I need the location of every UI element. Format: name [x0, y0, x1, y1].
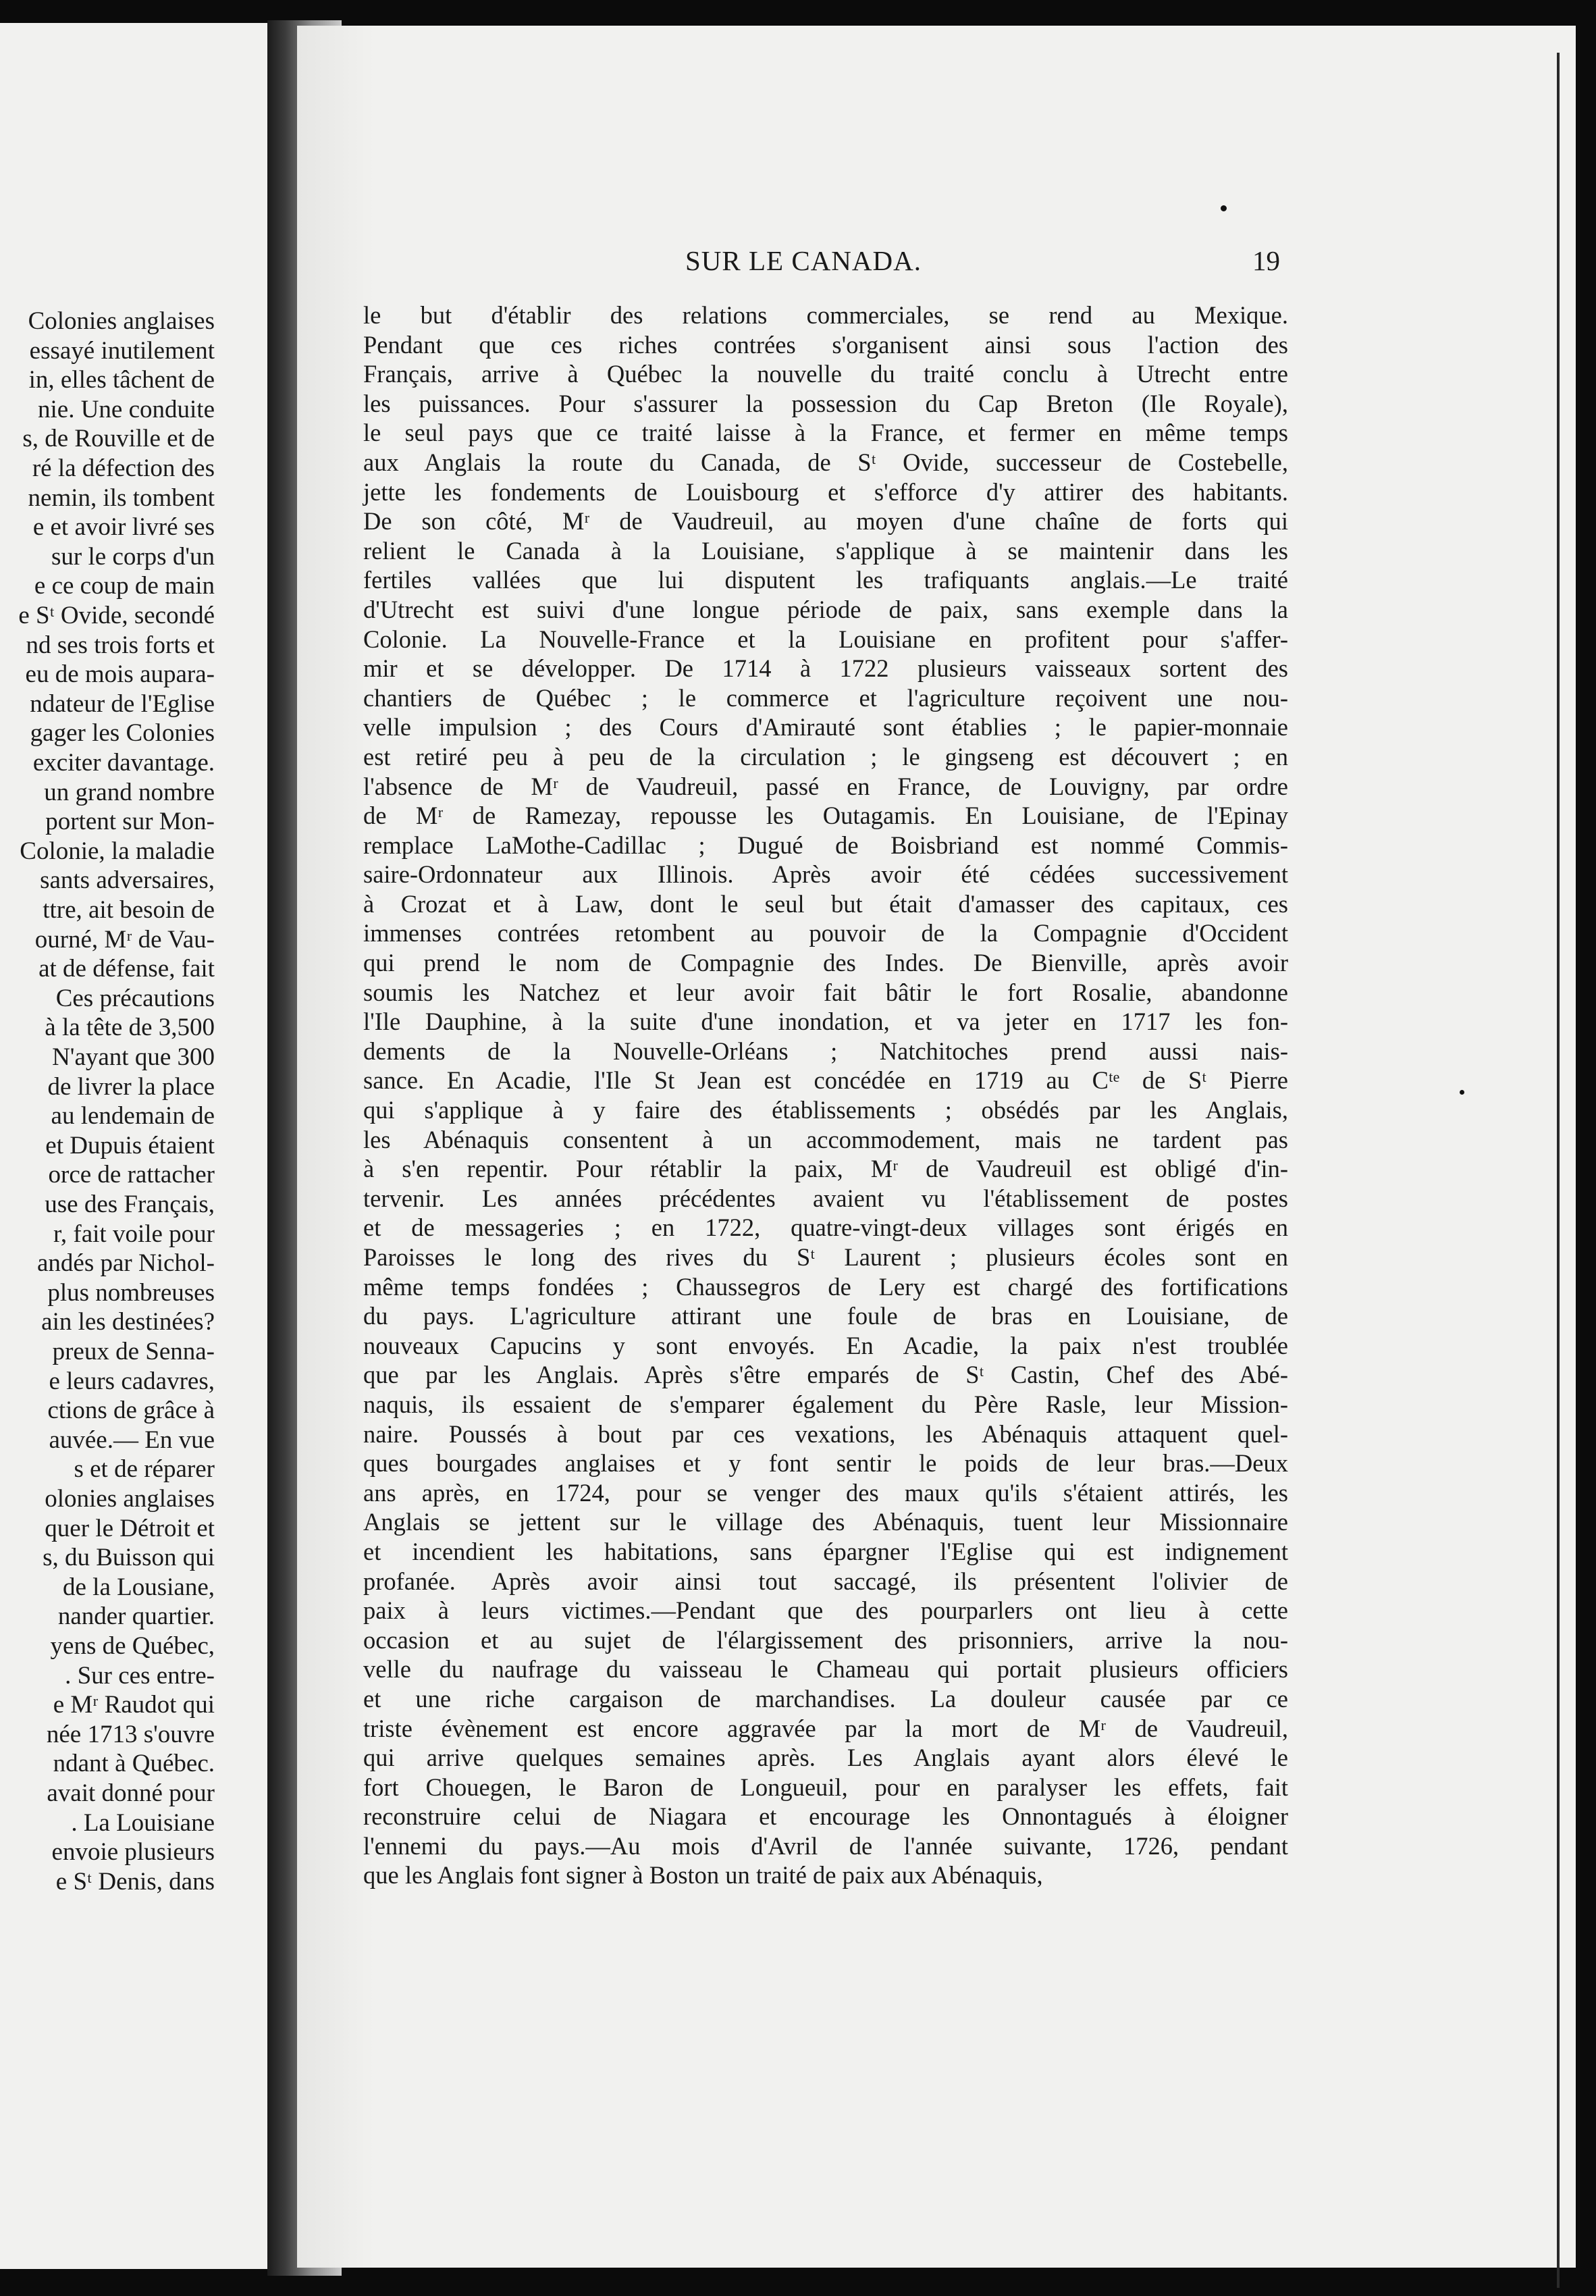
left-page-line: essayé inutilement: [29, 336, 215, 365]
left-page-line: à la tête de 3,500: [45, 1014, 215, 1042]
ink-speck: [1221, 205, 1227, 211]
left-page-line: in, elles tâchent de: [28, 366, 215, 394]
left-page-line: nemin, ils tombent: [28, 484, 215, 512]
left-page-line: at de défense, fait: [38, 955, 215, 983]
body-line: paix à leurs victimes.—Pendant que des pourparlers ont lieu à cette: [363, 1596, 1288, 1625]
left-page-line: Ces précautions: [55, 984, 215, 1012]
left-page-line: portent sur Mon-: [45, 808, 215, 836]
left-page: [0, 23, 296, 2269]
left-page-line: ain les destinées?: [41, 1308, 215, 1336]
body-line: occasion et au sujet de l'élargissement des prisonniers, arrive la nou-: [363, 1625, 1288, 1654]
left-page-line: quer le Détroit et: [45, 1514, 215, 1542]
left-page-line: Colonie, la maladie: [20, 837, 215, 865]
left-page-line: de la Lousiane,: [63, 1573, 215, 1601]
body-line: le seul pays que ce traité laisse à la France, et fermer en même temps: [363, 419, 1288, 447]
body-line: et une riche cargaison de marchandises. La douleur causée par ce: [363, 1684, 1288, 1713]
left-page-line: s, du Buisson qui: [43, 1544, 215, 1572]
left-page-line: de livrer la place: [47, 1072, 215, 1101]
body-line: immenses contrées retombent au pouvoir de la Compagnie d'Occident: [363, 919, 1288, 947]
body-line: Pendant que ces riches contrées s'organisent ainsi sous l'action des: [363, 330, 1288, 359]
left-page-line: née 1713 s'ouvre: [46, 1720, 215, 1748]
left-page-line: ndateur de l'Eglise: [30, 689, 215, 718]
left-page-line: e Sᵗ Denis, dans: [55, 1867, 215, 1896]
body-line: fort Chouegen, le Baron de Longueuil, pour en paralyser les effets, fait: [363, 1773, 1288, 1801]
left-page-text: [0, 307, 215, 1927]
left-page-line: Colonies anglaises: [28, 307, 215, 335]
body-line: que par les Anglais. Après s'être emparés de Sᵗ Castin, Chef des Abé-: [363, 1361, 1288, 1389]
body-line: remplace LaMothe-Cadillac ; Dugué de Boisbriand est nommé Commis-: [363, 831, 1288, 859]
left-page-line: e Mʳ Raudot qui: [53, 1691, 215, 1719]
body-line: chantiers de Québec ; le commerce et l'agriculture reçoivent une nou-: [363, 683, 1288, 712]
left-page-line: un grand nombre: [44, 778, 215, 806]
left-page-line: e Sᵗ Ovide, secondé: [18, 602, 215, 629]
body-line: qui arrive quelques semaines après. Les Anglais ayant alors élevé le: [363, 1744, 1288, 1772]
body-line: relient le Canada à la Louisiane, s'applique à se maintenir dans les: [363, 536, 1288, 565]
body-line: ans après, en 1724, pour se venger des maux qu'ils s'étaient attirés, les: [363, 1478, 1288, 1507]
body-line: soumis les Natchez et leur avoir fait bâtir le fort Rosalie, abandonne: [363, 978, 1288, 1006]
body-line: d'Utrecht est suivi d'une longue période de paix, sans exemple dans la: [363, 595, 1288, 623]
left-page-line: et Dupuis étaient: [45, 1131, 215, 1159]
body-line: dements de la Nouvelle-Orléans ; Natchitoches prend aussi nais-: [363, 1037, 1288, 1065]
left-page-line: plus nombreuses: [47, 1278, 215, 1307]
body-line: de Mʳ de Ramezay, repousse les Outagamis. En Louisiane, de l'Epinay: [363, 802, 1288, 830]
body-line: à s'en repentir. Pour rétablir la paix, Mʳ de Vaudreuil est obligé d'in-: [363, 1155, 1288, 1183]
left-page-line: yens de Québec,: [50, 1632, 215, 1660]
left-page-line: ré la défection des: [32, 454, 215, 482]
page-number: 19: [1252, 245, 1280, 276]
left-page-line: sants adversaires,: [40, 866, 215, 895]
body-line: l'ennemi du pays.—Au mois d'Avril de l'année suivante, 1726, pendant: [363, 1831, 1288, 1860]
body-line: tervenir. Les années précédentes avaient vu l'établissement de postes: [363, 1184, 1288, 1212]
left-page-line: nander quartier.: [57, 1602, 215, 1631]
left-page-line: e leurs cadavres,: [49, 1367, 215, 1395]
ink-speck: [1460, 1090, 1464, 1095]
left-page-line: ttre, ait besoin de: [43, 896, 215, 924]
body-line: Paroisses le long des rives du Sᵗ Laurent ; plusieurs écoles sont en: [363, 1243, 1288, 1271]
body-line: Français, arrive à Québec la nouvelle du traité conclu à Utrecht entre: [363, 360, 1288, 388]
body-line: ques bourgades anglaises et y font sentir le poids de leur bras.—Deux: [363, 1449, 1288, 1478]
body-line: les Abénaquis consentent à un accommodement, mais ne tardent pas: [363, 1125, 1288, 1153]
left-page-line: nie. Une conduite: [38, 395, 215, 423]
body-line: Anglais se jettent sur le village des Abénaquis, tuent leur Missionnaire: [363, 1508, 1288, 1536]
left-page-line: s et de réparer: [74, 1455, 215, 1484]
body-line: velle impulsion ; des Cours d'Amirauté sont établies ; le papier-monnaie: [363, 713, 1288, 741]
left-page-line: ctions de grâce à: [47, 1397, 215, 1425]
left-page-line: ourné, Mʳ de Vau-: [34, 925, 215, 954]
left-page-line: auvée.— En vue: [49, 1426, 215, 1454]
running-head: SUR LE CANADA.: [685, 245, 922, 276]
body-line: reconstruire celui de Niagara et encourage les Onnontagués à éloigner: [363, 1802, 1288, 1831]
body-line: à Crozat et à Law, dont le seul but était d'amasser des capitaux, ces: [363, 889, 1288, 918]
left-page-line: olonies anglaises: [45, 1485, 215, 1513]
left-page-line: e et avoir livré ses: [32, 513, 215, 542]
left-page-line: nd ses trois forts et: [26, 631, 215, 659]
body-line: velle du naufrage du vaisseau le Chameau qui portait plusieurs officiers: [363, 1655, 1288, 1684]
left-page-line: s, de Rouville et de: [22, 425, 215, 453]
body-line: De son côté, Mʳ de Vaudreuil, au moyen d'une chaîne de forts qui: [363, 507, 1288, 536]
body-line: est retiré peu à peu de la circulation ; le gingseng est découvert ; en: [363, 742, 1288, 771]
left-page-line: e ce coup de main: [34, 572, 215, 600]
left-page-line: N'ayant que 300: [52, 1043, 215, 1071]
left-page-line: andés par Nichol-: [36, 1249, 215, 1278]
body-line: qui prend le nom de Compagnie des Indes. De Bienville, après avoir: [363, 949, 1288, 977]
body-line: du pays. L'agriculture attirant une foule de bras en Louisiane, de: [363, 1302, 1288, 1330]
left-page-line: avait donné pour: [47, 1779, 215, 1807]
body-line: que les Anglais font signer à Boston un traité de paix aux Abénaquis,: [363, 1861, 1043, 1889]
body-line: aux Anglais la route du Canada, de Sᵗ Ovide, successeur de Costebelle,: [363, 448, 1288, 476]
left-page-line: eu de mois aupara-: [25, 660, 215, 689]
body-line: l'Ile Dauphine, à la suite d'une inondation, et va jeter en 1717 les fon-: [363, 1008, 1288, 1036]
left-page-line: gager les Colonies: [30, 719, 215, 748]
body-line: les puissances. Pour s'assurer la possession du Cap Breton (Ile Royale),: [363, 389, 1288, 417]
page-edge: [1557, 53, 1560, 2288]
body-line: jette les fondements de Louisbourg et s'efforce d'y attirer des habitants.: [363, 477, 1288, 506]
body-line: le but d'établir des relations commerciales, se rend au Mexique.: [363, 301, 1288, 329]
body-line: triste évènement est encore aggravée par la mort de Mʳ de Vaudreuil,: [363, 1714, 1288, 1742]
body-text: [363, 301, 1288, 1890]
left-page-line: exciter davantage.: [32, 749, 215, 777]
body-line: fertiles vallées que lui disputent les trafiquants anglais.—Le traité: [363, 566, 1288, 594]
body-line: Colonie. La Nouvelle-France et la Louisiane en profitent pour s'affer-: [363, 625, 1288, 653]
body-line: sance. En Acadie, l'Ile St Jean est concédée en 1719 au Cᵗᵉ de Sᵗ Pierre: [363, 1066, 1288, 1095]
body-line: qui s'applique à y faire des établissements ; obsédés par les Anglais,: [363, 1096, 1288, 1124]
body-line: profanée. Après avoir ainsi tout saccagé, ils présentent l'olivier de: [363, 1567, 1288, 1595]
left-page-line: r, fait voile pour: [53, 1220, 215, 1248]
body-line: naire. Poussés à bout par ces vexations, les Abénaquis attaquent quel-: [363, 1419, 1288, 1448]
body-line: et de messageries ; en 1722, quatre-vingt-deux villages sont érigés en: [363, 1214, 1288, 1242]
body-line: mir et se développer. De 1714 à 1722 plusieurs vaisseaux sortent des: [363, 654, 1288, 683]
body-line: l'absence de Mʳ de Vaudreuil, passé en France, de Louvigny, par ordre: [363, 772, 1288, 800]
left-page-line: ndant à Québec.: [53, 1750, 215, 1778]
left-page-line: au lendemain de: [51, 1102, 215, 1130]
body-line: naquis, ils essaient de s'emparer également du Père Rasle, leur Mission-: [363, 1390, 1288, 1418]
body-line: saire-Ordonnateur aux Illinois. Après avoir été cédées successivement: [363, 860, 1288, 889]
body-line: nouveaux Capucins y sont envoyés. En Acadie, la paix n'est troublée: [363, 1331, 1288, 1359]
left-page-line: sur le corps d'un: [51, 542, 215, 571]
body-line: et incendient les habitations, sans épargner l'Eglise qui est indignement: [363, 1537, 1288, 1565]
body-line: même temps fondées ; Chaussegros de Lery est chargé des fortifications: [363, 1272, 1288, 1301]
left-page-line: . La Louisiane: [71, 1808, 215, 1837]
left-page-line: envoie plusieurs: [51, 1838, 215, 1867]
left-page-line: preux de Senna-: [52, 1338, 215, 1365]
left-page-line: use des Français,: [45, 1191, 215, 1218]
left-page-line: orce de rattacher: [48, 1161, 215, 1189]
left-page-line: . Sur ces entre-: [65, 1661, 215, 1690]
